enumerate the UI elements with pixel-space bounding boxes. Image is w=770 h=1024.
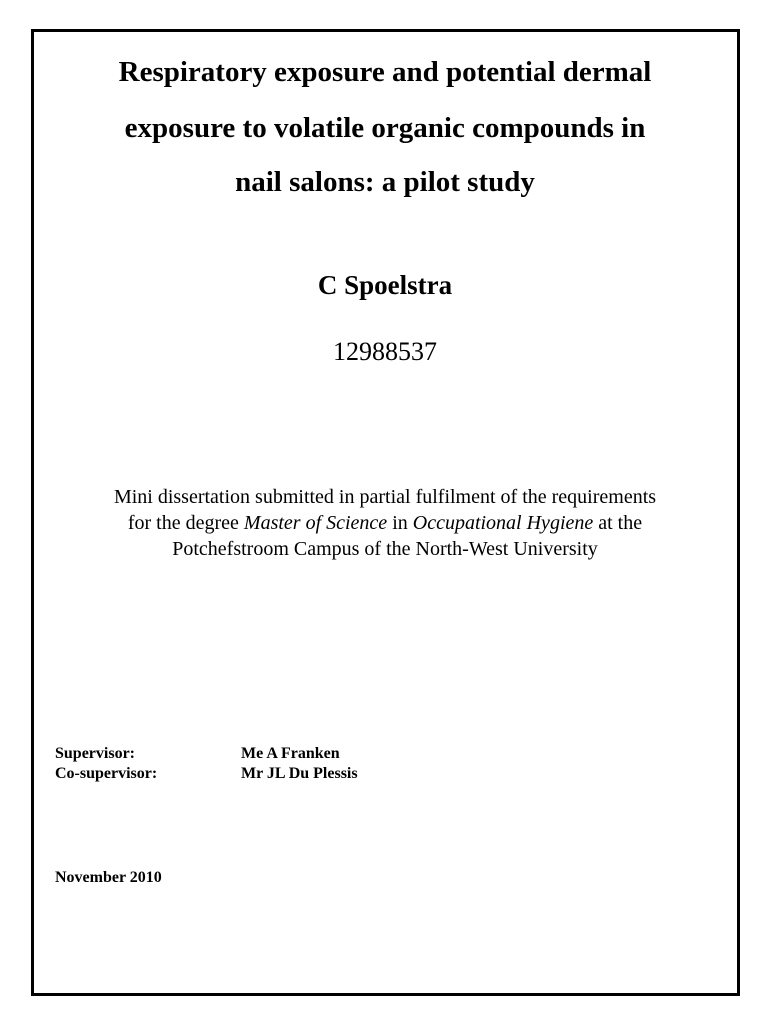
statement-line-1: Mini dissertation submitted in partial fulfilment of the requirements bbox=[113, 486, 657, 508]
statement-line-3: Potchefstroom Campus of the North-West University bbox=[172, 538, 598, 560]
statement-line-2-start: for the degree bbox=[127, 512, 244, 534]
cosupervisor-name: Mr JL Du Plessis bbox=[241, 765, 358, 782]
statement-line-2-middle: in bbox=[387, 512, 413, 534]
statement-line-2 bbox=[0, 510, 770, 536]
supervisor-label: Supervisor: bbox=[55, 745, 135, 762]
supervisor-name: Me A Franken bbox=[241, 745, 340, 762]
title-line-3: nail salons: a pilot study bbox=[235, 166, 535, 198]
submission-date: November 2010 bbox=[55, 869, 162, 886]
statement-line-2-end: at the bbox=[593, 512, 643, 534]
field-name: Occupational Hygiene bbox=[412, 512, 594, 534]
cosupervisor-label: Co-supervisor: bbox=[55, 765, 158, 782]
title-line-1: Respiratory exposure and potential dermal bbox=[118, 56, 652, 88]
title-line-2: exposure to volatile organic compounds in bbox=[124, 112, 646, 144]
student-number: 12988537 bbox=[333, 337, 437, 366]
author-name: C Spoelstra bbox=[317, 270, 453, 300]
degree-name: Master of Science bbox=[243, 512, 388, 534]
